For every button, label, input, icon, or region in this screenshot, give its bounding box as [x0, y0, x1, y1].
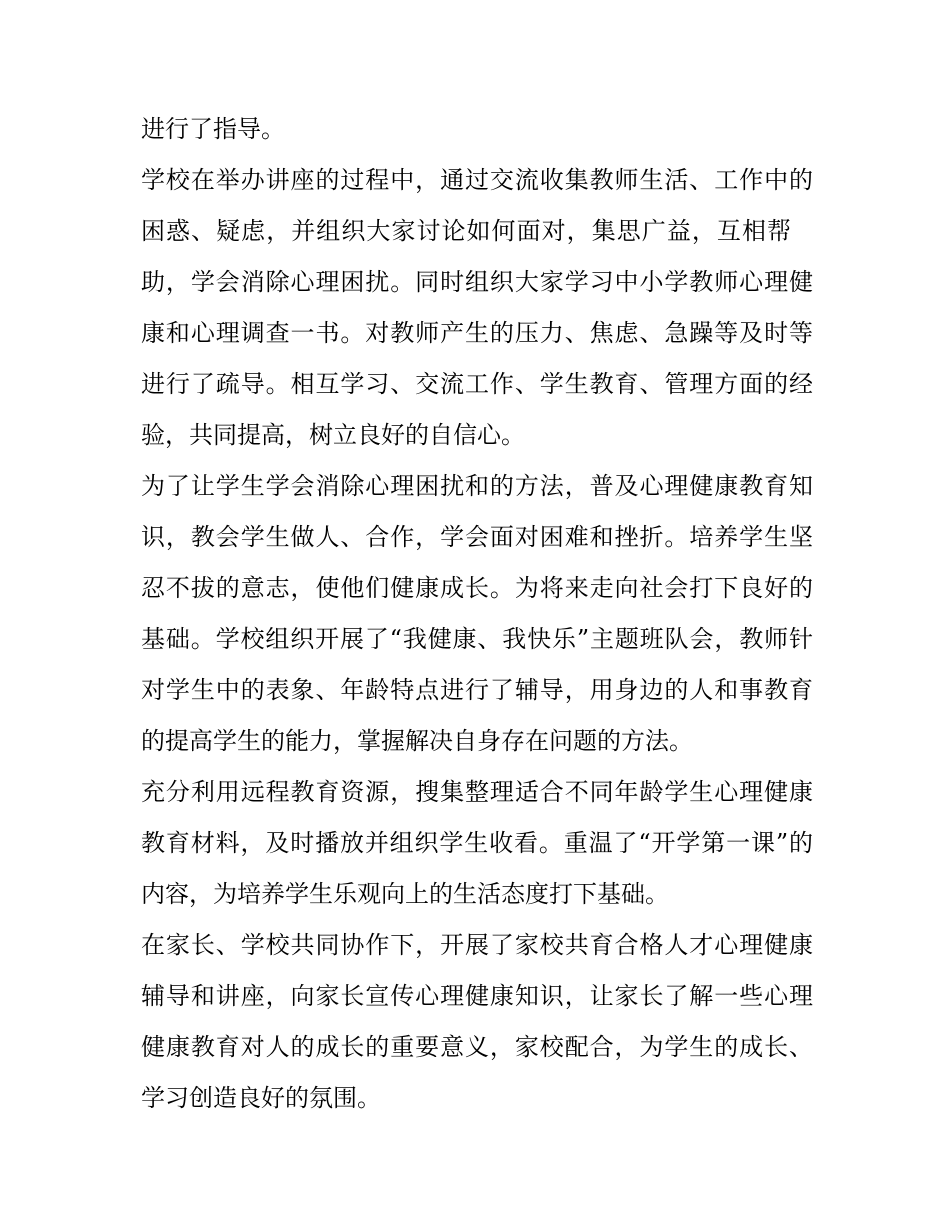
text-line: 健康教育对人的成长的重要意义，家校配合，为学生的成长、: [141, 1033, 813, 1061]
text-line: 内容，为培养学生乐观向上的生活态度打下基础。: [141, 880, 669, 908]
text-line: 的提高学生的能力，掌握解决自身存在问题的方法。: [141, 727, 693, 755]
text-line: 验，共同提高，树立良好的自信心。: [141, 421, 525, 449]
text-line: 充分利用远程教育资源，搜集整理适合不同年龄学生心理健康: [141, 778, 813, 806]
text-line: 辅导和讲座，向家长宣传心理健康知识，让家长了解一些心理: [141, 982, 813, 1010]
text-line: 助，学会消除心理困扰。同时组织大家学习中小学教师心理健: [141, 268, 813, 296]
text-line: 教育材料，及时播放并组织学生收看。重温了“开学第一课”的: [141, 829, 813, 857]
text-line: 为了让学生学会消除心理困扰和的方法，普及心理健康教育知: [141, 472, 813, 500]
text-line: 在家长、学校共同协作下，开展了家校共育合格人才心理健康: [141, 931, 813, 959]
text-line: 康和心理调查一书。对教师产生的压力、焦虑、急躁等及时等: [141, 319, 813, 347]
paragraph: [141, 767, 813, 920]
text-line: 学习创造良好的氛围。: [141, 1084, 381, 1112]
paragraph: [141, 104, 813, 155]
text-line: 进行了疏导。相互学习、交流工作、学生教育、管理方面的经: [141, 370, 813, 398]
paragraph: [141, 461, 813, 767]
text-line: 识，教会学生做人、合作，学会面对困难和挫折。培养学生坚: [141, 523, 813, 551]
text-line: 进行了指导。: [141, 115, 285, 143]
text-line: 学校在举办讲座的过程中，通过交流收集教师生活、工作中的: [141, 166, 813, 194]
text-line: 困惑、疑虑，并组织大家讨论如何面对，集思广益，互相帮: [141, 217, 791, 245]
text-line: 对学生中的表象、年龄特点进行了辅导，用身边的人和事教育: [141, 676, 813, 704]
paragraph: [141, 920, 813, 1124]
document-body: [141, 104, 813, 1124]
paragraph: [141, 155, 813, 461]
text-line: 基础。学校组织开展了“我健康、我快乐”主题班队会，教师针: [141, 625, 813, 653]
text-line: 忍不拔的意志，使他们健康成长。为将来走向社会打下良好的: [141, 574, 813, 602]
